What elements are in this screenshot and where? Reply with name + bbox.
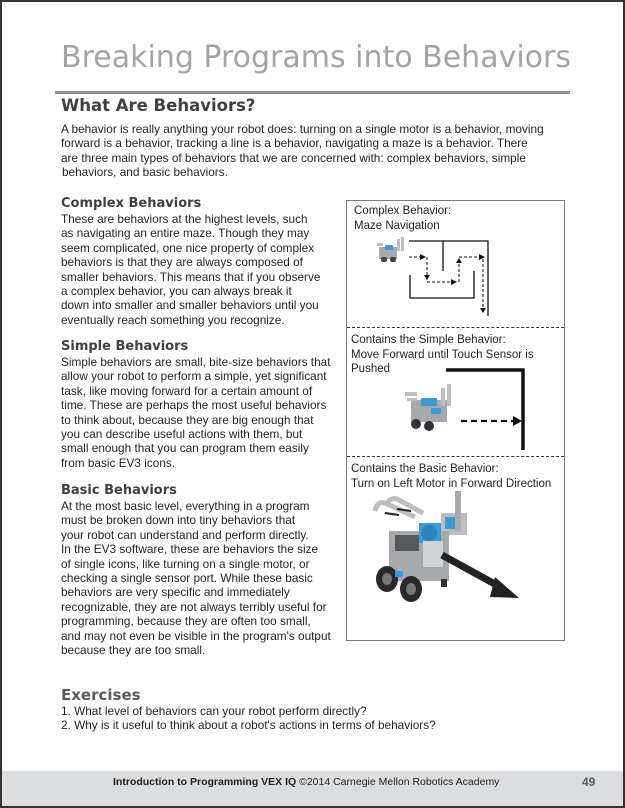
exercises-heading: Exercises [61,686,141,704]
wall-icon [446,370,523,450]
text-line: of single icons, like turning on a single motor, or [61,556,310,571]
arrow-right-icon [513,416,522,426]
text-line: you can describe useful actions with them, but [61,427,303,442]
text-line: behaviors are very specific and immediately [61,585,290,600]
text-line: checking a single sensor port. While these basic [61,571,313,586]
robot-icon [377,237,404,262]
exercise-item: 2. Why is it useful to think about a robot's actions in terms of behaviors? [61,718,436,733]
text-line: are three main types of behaviors that we are concerned with: complex behaviors, simple [61,150,526,165]
text-line: eventually reach something you recognize. [61,312,285,327]
move-forward-illustration [347,328,566,457]
robot-icon [405,384,451,431]
exercise-list [61,704,436,733]
text-line: must be broken down into tiny behaviors that [61,513,296,528]
intro-paragraph [61,122,544,180]
text-line: to think about, because they are big enough that [61,412,314,427]
text-line: At the most basic level, everything in a program [61,499,310,513]
text-line: allow your robot to perform a simple, yet significant [61,369,327,384]
exercise-item: 1. What level of behaviors can your robot perform directly? [61,704,367,718]
text-line: as navigating an entire maze. Though they may [61,226,310,241]
copyright: ©2014 Carnegie Mellon Robotics Academy [296,776,500,788]
basic-behavior-panel [347,457,564,640]
simple-heading: Simple Behaviors [61,339,189,354]
footer-credit [113,776,499,788]
text-line: smaller behaviors. This means that if you observe [61,269,321,284]
text-line: recognizable, they are not always terribly useful for [61,599,327,614]
simple-behavior-panel [347,328,564,457]
robot-icon [375,491,467,602]
text-line: forward is a behavior, tracking a line is a behavior, navigating a maze is a behavior. There [61,136,528,151]
behavior-diagram [346,200,565,641]
caption-line: Contains the Simple Behavior: [351,334,506,346]
arrow-down-right-icon [490,577,519,598]
text-line: down into smaller and smaller behaviors until you [61,298,319,313]
caption-line: Complex Behavior: [354,205,452,217]
text-line: behaviors, and basic behaviors. [62,165,228,180]
page-number: 49 [582,775,596,789]
page-title: Breaking Programs into Behaviors [61,40,571,75]
caption-line: Move Forward until Touch Sensor is [351,348,534,361]
complex-heading: Complex Behaviors [61,196,202,211]
intro-heading: What Are Behaviors? [61,96,256,115]
text-line: and may not even be visible in the program's output [61,628,331,643]
text-line: your robot can understand and perform directly. [61,527,309,542]
maze-navigation-illustration [347,201,566,328]
text-line: Simple behaviors are small, bite-size behaviors that [61,355,331,369]
text-line: These are behaviors at the highest levels, such [61,212,308,226]
text-line: A behavior is really anything your robot does: turning on a single motor is a behavior, moving [61,122,544,136]
caption-line: Contains the Basic Behavior: [351,463,499,475]
complex-paragraph [61,212,320,327]
text-line: a complex behavior, you can always break it [61,284,292,299]
text-line: small enough that you can program them easily [61,441,309,456]
caption-line: Maze Navigation [354,219,440,232]
text-line: programming, because they are often too small, [61,614,311,629]
simple-paragraph [61,355,331,470]
text-line: behaviors is that they are always composed of [61,255,303,270]
basic-heading: Basic Behaviors [61,483,177,498]
course-title: Introduction to Programming VEX IQ [113,776,297,788]
caption-line: Pushed [351,363,391,375]
complex-behavior-panel [347,201,564,328]
text-line: time. These are perhaps the most useful behaviors [61,398,327,413]
left-motor-illustration [347,457,566,640]
text-line: task, like moving forward for a certain amount of [61,383,313,398]
text-line: In the EV3 software, these are behaviors the size [61,542,319,557]
text-line: seem complicated, one nice property of complex [61,240,315,255]
text-line: because they are too small. [61,643,206,658]
caption-line: Turn on Left Motor in Forward Direction [351,477,552,490]
basic-paragraph [61,499,331,657]
title-divider [55,91,570,94]
text-line: from basic EV3 icons. [61,455,176,470]
